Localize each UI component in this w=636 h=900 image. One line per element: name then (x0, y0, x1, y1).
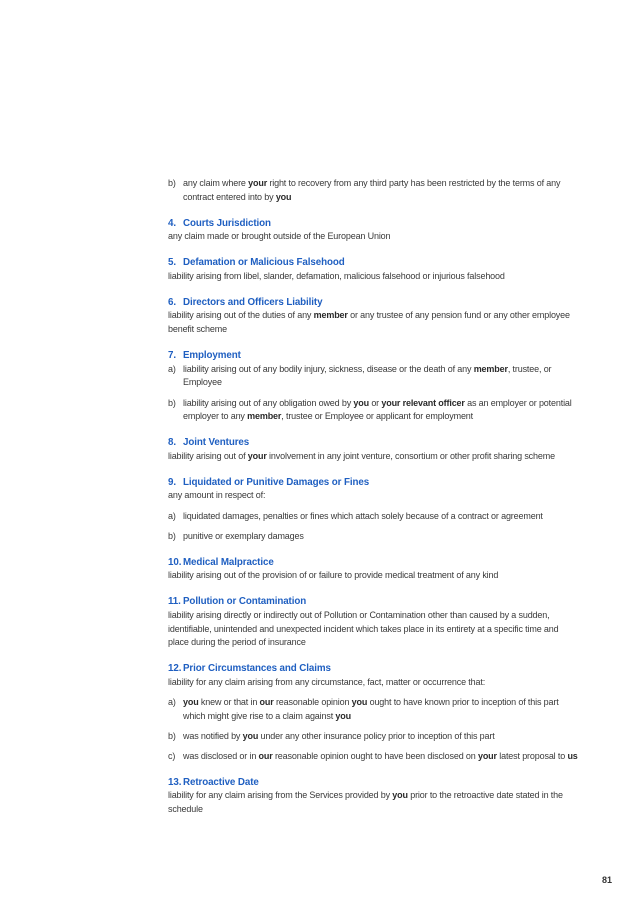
list-marker: a) (168, 363, 176, 374)
section-number: 12. (168, 663, 182, 675)
text-segment: or (368, 397, 382, 408)
list-item-text (183, 750, 581, 764)
list-item-text (183, 510, 581, 524)
text-segment: , trustee or Employee or applicant for employment (281, 411, 474, 422)
paragraph (168, 609, 581, 650)
section-number: 6. (168, 296, 176, 308)
page-number: 81 (601, 875, 612, 885)
text-segment: as an employer or potential employer to any (183, 397, 572, 422)
list-marker: b) (168, 178, 176, 188)
section-title: Liquidated or Punitive Damages or Fines (183, 476, 370, 488)
section-title: Prior Circumstances and Claims (183, 663, 331, 675)
text-segment: any claim made or brought outside of the European Union (168, 231, 391, 242)
list-marker: b) (168, 530, 176, 541)
section-heading (168, 256, 581, 270)
text-segment: liability for any claim arising from the Services provided by (168, 790, 393, 801)
defined-term: your relevant officer (381, 397, 465, 408)
section-number: 4. (168, 217, 176, 229)
paragraph (168, 230, 581, 244)
list-marker: a) (168, 510, 176, 521)
text-segment: any claim where (183, 178, 249, 188)
defined-term: our (258, 750, 273, 761)
list-item (168, 696, 581, 723)
defined-term: you (242, 730, 259, 741)
defined-term: you (351, 696, 368, 707)
text-segment: liability arising out of the duties of any (168, 310, 314, 321)
text-segment: was notified by (183, 730, 243, 741)
text-segment: was disclosed or in (183, 750, 259, 761)
defined-term: our (259, 696, 274, 707)
list-marker: b) (168, 730, 176, 741)
section-title: Directors and Officers Liability (183, 296, 323, 308)
section-heading (168, 662, 581, 676)
defined-term: you (183, 696, 199, 707)
list-item-text (183, 730, 581, 744)
section-number: 13. (168, 776, 182, 788)
section-number: 7. (168, 350, 176, 362)
list-item (168, 177, 581, 204)
list-item (168, 730, 581, 744)
section-heading (168, 595, 581, 609)
list-item (168, 510, 581, 524)
section-heading (168, 476, 581, 490)
defined-term: your (247, 450, 267, 461)
paragraph (168, 789, 581, 816)
text-segment: reasonable opinion ought to have been disclosed on (272, 750, 478, 761)
section-heading (168, 349, 581, 363)
defined-term: you (335, 710, 351, 721)
paragraph (168, 450, 581, 464)
list-item (168, 530, 581, 544)
section-title: Medical Malpractice (183, 556, 274, 568)
list-marker: c) (168, 750, 176, 761)
text-segment: reasonable opinion (273, 696, 352, 707)
list-item-text (183, 177, 581, 204)
text-segment: liability arising directly or indirectly out of Pollution or Contamination other than caused by a sudden, identifiable, unintended and unexpected incident which takes place in its entirety at a specific time and place during the period of insurance (168, 609, 559, 648)
list-item (168, 397, 581, 424)
section-title: Pollution or Contamination (183, 596, 307, 608)
text-segment: any amount in respect of: (168, 490, 266, 501)
section-number: 10. (168, 556, 182, 568)
text-segment: liability arising out of any bodily injury, sickness, disease or the death of any (183, 363, 474, 374)
text-segment: punitive or exemplary damages (183, 530, 304, 541)
defined-term: you (392, 790, 408, 801)
section-title: Joint Ventures (183, 437, 250, 449)
section-number: 9. (168, 476, 176, 488)
section-title: Retroactive Date (183, 776, 259, 788)
list-item (168, 363, 581, 390)
list-item-text (183, 696, 581, 723)
list-marker: b) (168, 397, 176, 408)
text-segment: prior to the retroactive date stated in the schedule (168, 790, 563, 815)
paragraph (168, 489, 581, 503)
defined-term: you (275, 191, 292, 202)
text-segment: liability arising out of the provision of or failure to provide medical treatment of any kind (168, 570, 499, 581)
text-segment: right to recovery from any third party has been restricted by the terms of any contract entered into by (183, 178, 561, 202)
defined-term: your (477, 750, 497, 761)
section-number: 8. (168, 437, 176, 449)
section-title: Courts Jurisdiction (183, 217, 271, 229)
text-segment: liability arising out of any obligation owed by (183, 397, 354, 408)
section-number: 11. (168, 596, 181, 608)
section-heading (168, 776, 581, 790)
paragraph (168, 270, 581, 284)
paragraph (168, 676, 581, 690)
text-segment: involvement in any joint venture, consortium or other profit sharing scheme (266, 450, 555, 461)
text-segment: or any trustee of any pension fund or any other employee benefit scheme (168, 310, 570, 335)
list-marker: a) (168, 696, 176, 707)
section-number: 5. (168, 257, 176, 269)
text-segment: knew or that in (198, 696, 260, 707)
defined-term: member (247, 411, 282, 422)
text-segment: liquidated damages, penalties or fines which attach solely because of a contract or agreement (183, 510, 543, 521)
list-item (168, 750, 581, 764)
section-heading (168, 436, 581, 450)
section-title: Employment (183, 350, 241, 362)
list-item-text (183, 397, 581, 424)
section-heading (168, 217, 581, 231)
text-segment: , trustee, or Employee (183, 363, 552, 388)
list-item-text (183, 363, 581, 390)
document-content (168, 177, 581, 823)
text-segment: ought to have known prior to inception of this part which might give rise to a claim against (183, 696, 559, 721)
text-segment: liability arising out of (168, 450, 248, 461)
section-heading (168, 556, 581, 570)
section-heading (168, 296, 581, 310)
list-item-text (183, 530, 581, 544)
text-segment: under any other insurance policy prior to inception of this part (258, 730, 495, 741)
paragraph (168, 569, 581, 583)
defined-term: us (567, 750, 578, 761)
text-segment: liability for any claim arising from any circumstance, fact, matter or occurrence that: (168, 676, 486, 687)
defined-term: your (248, 178, 268, 188)
paragraph (168, 309, 581, 336)
text-segment: latest proposal to (496, 750, 568, 761)
defined-term: member (313, 310, 348, 321)
defined-term: member (473, 363, 508, 374)
text-segment: liability arising from libel, slander, defamation, malicious falsehood or injurious falsehood (168, 270, 505, 281)
defined-term: you (353, 397, 369, 408)
section-title: Defamation or Malicious Falsehood (183, 257, 345, 269)
